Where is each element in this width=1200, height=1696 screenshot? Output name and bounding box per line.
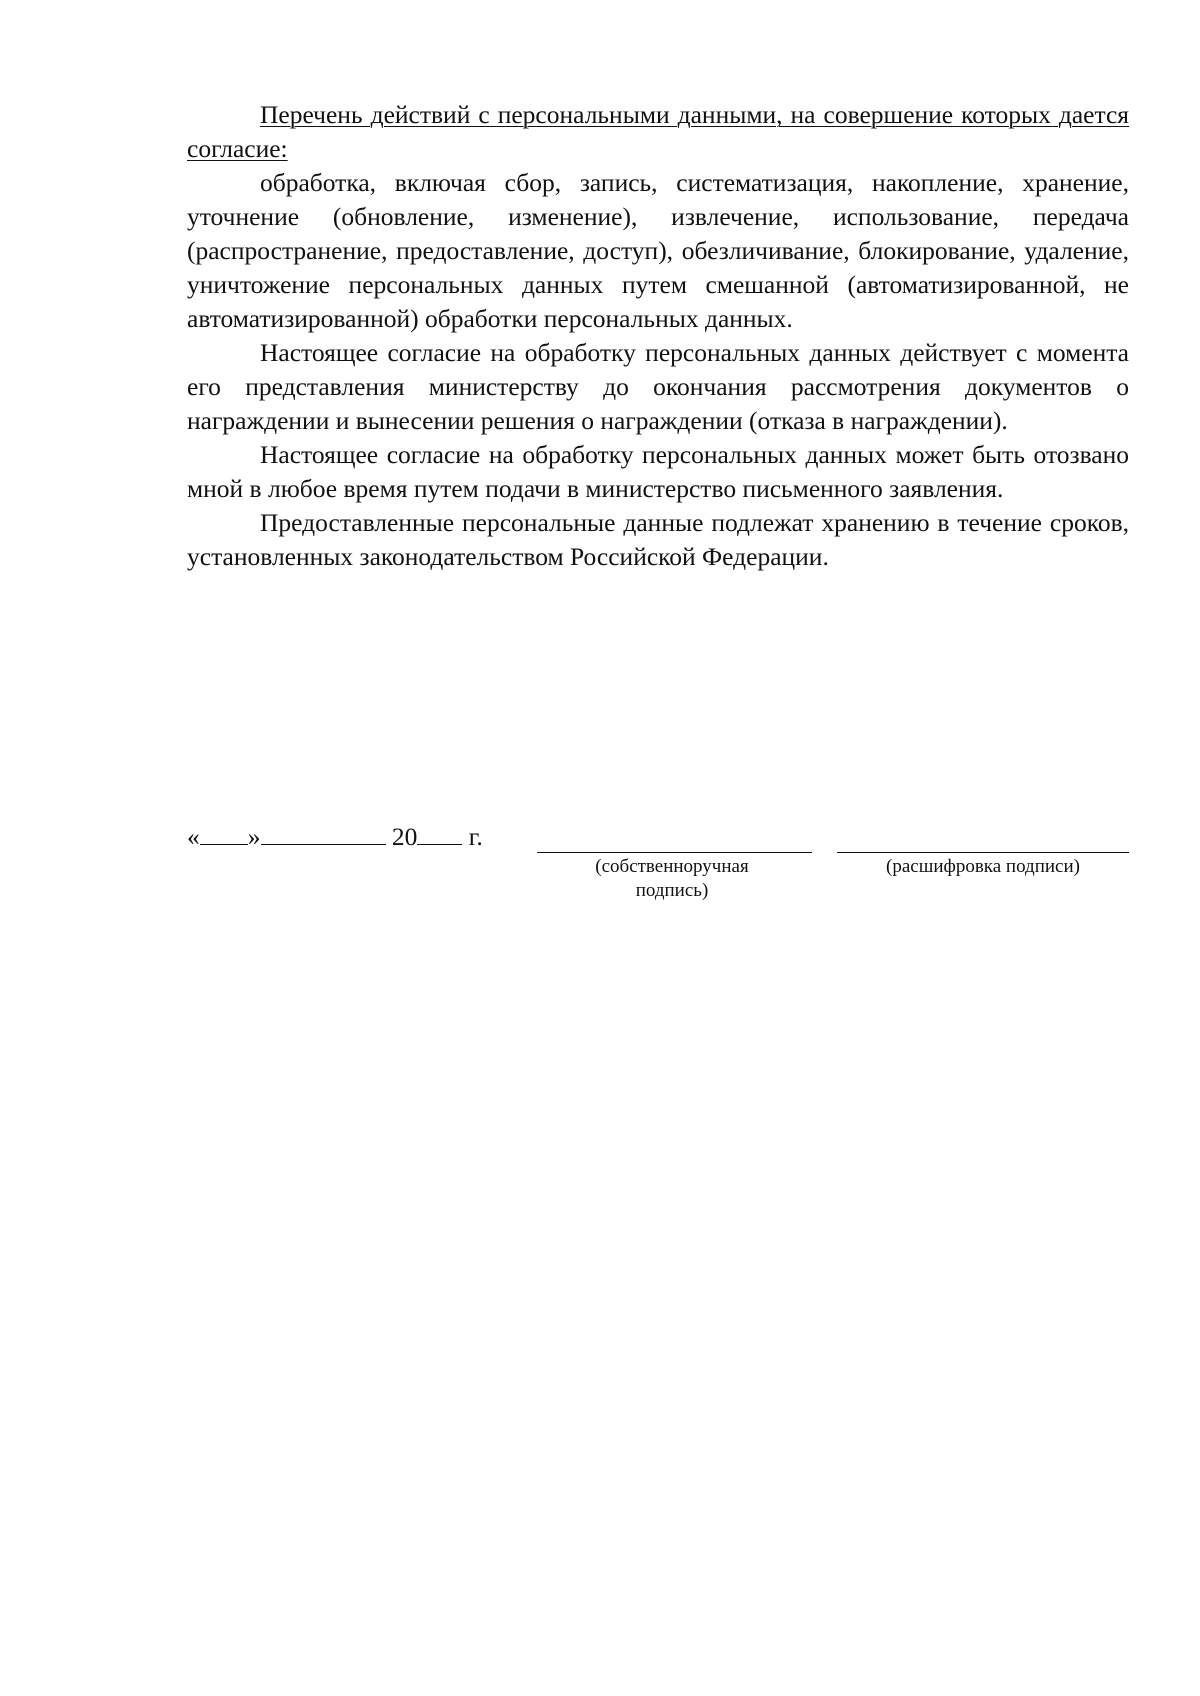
signature-decode-field	[837, 818, 1129, 879]
validity-period-paragraph: Настоящее согласие на обработку персональных данных действует с момента его представления министерству до окончания рассмотрения документов о награждении и вынесении решения о награждении (отказа в награждении).	[187, 338, 1129, 435]
date-quote-open: «	[187, 822, 200, 851]
withdrawal-paragraph: Настоящее согласие на обработку персональных данных может быть отозвано мной в любое время путем подачи в министерство письменного заявления.	[187, 440, 1129, 503]
date-field	[187, 818, 483, 854]
processing-actions-paragraph: обработка, включая сбор, запись, систематизация, накопление, хранение, уточнение (обновление, изменение), извлечение, использование, передача (распространение, предоставление, доступ), обезличивание, блокирование, удаление, уничтожение персональных данных путем смешанной (автоматизированной, не автоматизированной) обработки персональных данных.	[187, 168, 1129, 333]
own-signature-field	[537, 818, 812, 903]
actions-heading-text: Перечень действий с персональными данными, на совершение которых дается согласие:	[187, 100, 1129, 163]
year-blank[interactable]	[417, 818, 462, 845]
signature-decode-line[interactable]	[837, 818, 1129, 853]
signature-row	[187, 818, 1129, 908]
own-signature-line[interactable]	[537, 818, 812, 853]
day-blank[interactable]	[200, 818, 248, 845]
year-prefix: 20	[391, 822, 418, 851]
year-suffix: г.	[468, 822, 483, 851]
date-quote-close: »	[247, 822, 261, 851]
signature-decode-caption: (расшифровка подписи)	[886, 856, 1080, 877]
storage-paragraph: Предоставленные персональные данные подлежат хранению в течение сроков, установленных законодательством Российской Федерации.	[187, 508, 1129, 571]
month-blank[interactable]	[261, 818, 386, 845]
actions-heading	[187, 98, 1129, 166]
own-signature-caption: (собственноручная подпись)	[595, 856, 749, 901]
consent-text	[187, 98, 1129, 574]
